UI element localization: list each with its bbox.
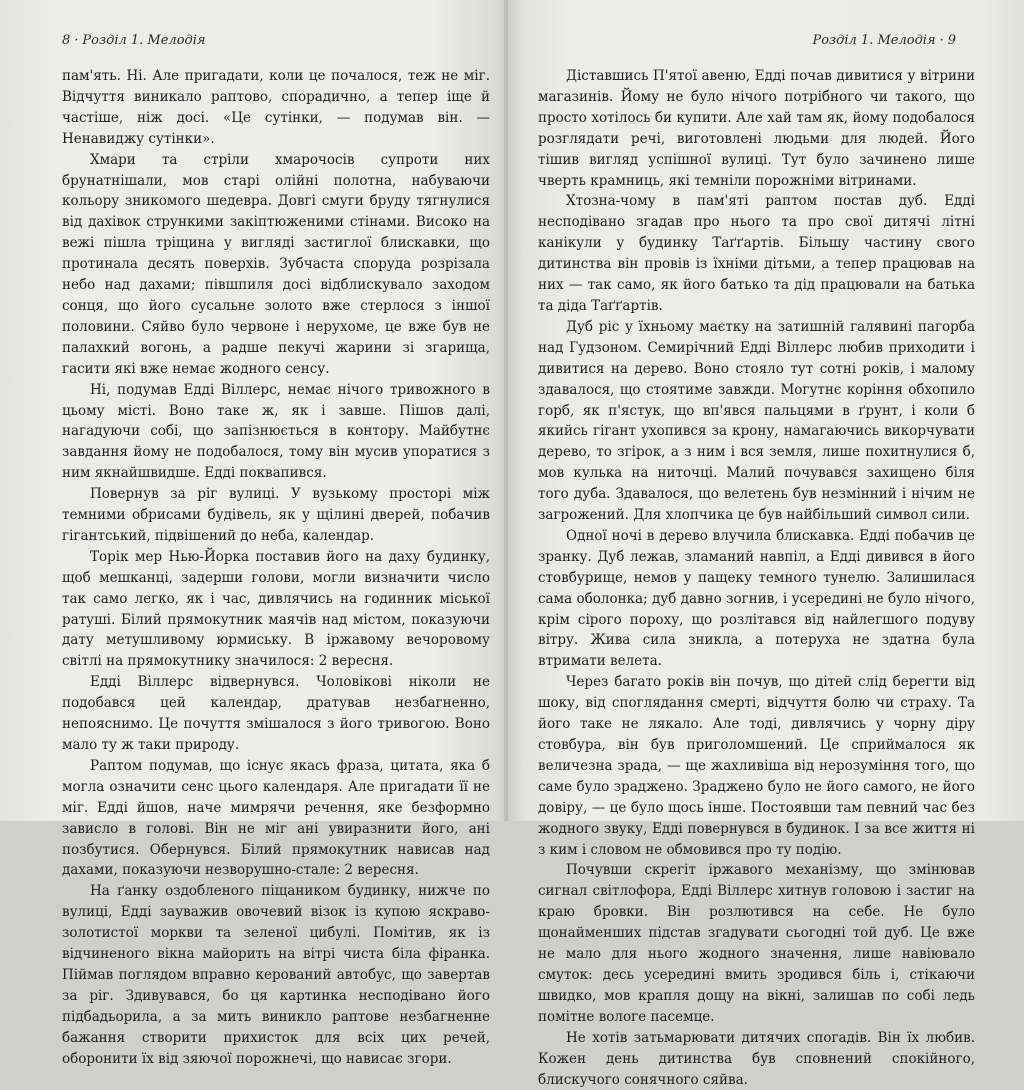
left-paragraph-2: Хмари та стріли хмарочосів супроти них брунатнішали, мов старі олійні полотна, набуваючи кольору зникомого шедевра. Довгі смуги бруду тягнулися від дахівок стрункими закіптюженими стінами. Високо на вежі пішла тріщина у вигляді застиглої блискавки, що протинала десять поверхів. Зубчаста споруда розрізала небо над дахами; півшпиля досі відблискувало заходом сонця, що його сусальне золото вже стерлося з іншої половини. Сяйво було червоне і нерухоме, це вже був не палахкий вогонь, а радше пекучі жарини зі згарища, гасити які вже немає жодного сенсу. — [62, 151, 490, 377]
right-paragraph-5: Через багато років він почув, що дітей слід берегти від шоку, від споглядання смерті, відчуття болю чи страху. Та його таке не лякало. Але тоді, дивлячись у чорну діру стовбура, він був приголомшений. Це сприймалося як величезна зрада, — ще жахливіша від нерозуміння того, що саме було зраджено. Зраджено було не його самого, не його довіру, — це було щось інше. Постоявши там певний час без жодного звуку, Едді повернувся в будинок. І за все життя ні з ким і словом не обмовився про ту подію. — [538, 674, 975, 858]
right-paragraph-3: Дуб ріс у їхньому маєтку на затишній галявині пагорба над Гудзоном. Семирічний Едді Віллерс любив приходити і дивитися на дерево. Воно стояло тут сотні років, і малому здавалося, що стоятиме завжди. Могутнє коріння обхопило горб, як п'ястук, що вп'явся пальцями в ґрунт, і коли б якийсь гігант ухопився за крону, намагаючись викорчувати дерево, то згірок, а з ним і вся земля, лише похитнулися б, мов кулька на ниточці. Малий почувався захищено біля того дуба. Здавалося, що велетень був незмінний і нічим не загрожений. Для хлопчика це був найбільший символ сили. — [538, 318, 975, 524]
left-paragraph-3: Ні, подумав Едді Віллерс, немає нічого тривожного в цьому місті. Воно таке ж, як і завше. Пішов далі, нагадуючи собі, що запізнюється в контору. Майбутнє завдання йому не подобалося, тому він мусив упоратися з ним якнайшвидше. Едді поквапився. — [62, 381, 490, 482]
left-paragraph-5: Торік мер Нью-Йорка поставив його на даху будинку, щоб мешканці, задерши голови, могли визначити число так само легко, як і час, дивлячись на годинник міської ратуші. Білий прямокутник маячів над містом, показуючи дату метушливому юрмиську. В іржавому вечоровому світлі на прямокутнику значилося: 2 вересня. — [62, 548, 490, 670]
right-paragraph-2: Хтозна-чому в пам'яті раптом постав дуб. Едді несподівано згадав про нього та про свої дитячі літні канікули у будинку Таґґартів. Більшу частину свого дитинства він провів із їхніми дітьми, а тепер працював на них — так само, як його батько та дід працювали на батька та діда Таґґартів. — [538, 193, 975, 314]
left-header-separator: · — [74, 33, 79, 48]
right-paragraph-1: Діставшись П'ятої авеню, Едді почав дивитися у вітрини магазинів. Йому не було нічого потрібного чи такого, що просто хотілось би купити. Але хай там як, йому подобалося розглядати речі, виготовлені людьми для людей. Його тішив вигляд успішної вулиці. Тут було зачинено лише чверть крамниць, які темніли порожніми вітринами. — [538, 68, 975, 189]
right-page — [508, 0, 1024, 1088]
right-paragraph-4: Одної ночі в дерево влучила блискавка. Едді побачив це зранку. Дуб лежав, зламаний навпіл, а Едді дивився в його стовбурище, немов у пащеку темного тунелю. Залишилася сама оболонка; дуб давно зогнив, і усередині не було нічого, крім сірого пороху, що розлітався від найлегшого подуву вітру. Жива сила зникла, а потеруха не здатна була втримати велета. — [538, 527, 975, 670]
left-paragraph-6: Едді Віллерс відвернувся. Чоловікові ніколи не подобався цей календар, дратував незбагненно, непояснимо. Це почуття змішалося з його тривогою. Воно мало ту ж таки природу. — [62, 674, 490, 753]
right-header-separator: · — [939, 33, 944, 48]
right-paragraph-7: Не хотів затьмарювати дитячих спогадів. Він їх любив. Кожен день дитинства був сповнений спокійного, блискучого сонячного сяйва. — [538, 1029, 975, 1088]
left-paragraph-8: На ґанку оздобленого піщаником будинку, нижче по вулиці, Едді зауважив овочевий візок із купою яскраво-золотистої моркви та зеленої цибулі. Помітив, як із відчиненого вікна майорить на вітрі чиста біла фіранка. Піймав поглядом вправно керований автобус, що завертав за ріг. Здивувався, бо ця картинка несподівано його підбадьорила, а за мить виникло раптове незбагненне бажання створити прихисток для всіх цих речей, оборонити їх від зяючої порожнечі, що нависає згори. — [62, 883, 490, 1067]
left-paragraph-7: Раптом подумав, що існує якась фраза, цитата, яка б могла означити сенс цього календаря. Але пригадати її не міг. Едді йшов, наче мимрячи речення, яке безформно зависло в голові. Він не міг ані увиразнити його, ані позбутися. Обернувся. Білий прямокутник нависав над дахами, показуючи незворушно-стале: 2 вересня. — [62, 757, 490, 879]
left-chapter-title: Розділ 1. Мелодія — [82, 33, 206, 48]
left-paragraph-4: Повернув за ріг вулиці. У вузькому просторі між темними обрисами будівель, як у щілині дверей, побачив гігантський, підвішений до неба, календар. — [62, 486, 490, 544]
left-page-body — [62, 66, 490, 1070]
left-page-header — [62, 33, 206, 48]
right-page-body — [538, 66, 975, 1090]
right-page-number: 9 — [947, 33, 956, 48]
right-page-header — [812, 33, 956, 48]
left-paragraph-1: пам'ять. Ні. Але пригадати, коли це почалося, теж не міг. Відчуття виникало раптово, спорадично, а тепер іще й частіше, ніж досі. «Це сутінки, — подумав він. — Ненавиджу сутінки». — [62, 68, 490, 147]
left-page-number: 8 — [62, 33, 71, 48]
right-chapter-title: Розділ 1. Мелодія — [812, 33, 936, 48]
left-page — [0, 0, 508, 1067]
right-paragraph-6: Почувши скрегіт іржавого механізму, що змінював сигнал світлофора, Едді Віллерс хитнув головою і застиг на краю бровки. Він розлютився на себе. Не було щонайменших підстав згадувати сьогодні той дуб. Це вже не мало для нього жодного значення, лише навіювало смуток: десь усередині вмить зродився біль і, стікаючи швидко, мов крапля дощу на вікні, залишав по собі ледь помітне вологе пасемце. — [538, 862, 975, 1025]
